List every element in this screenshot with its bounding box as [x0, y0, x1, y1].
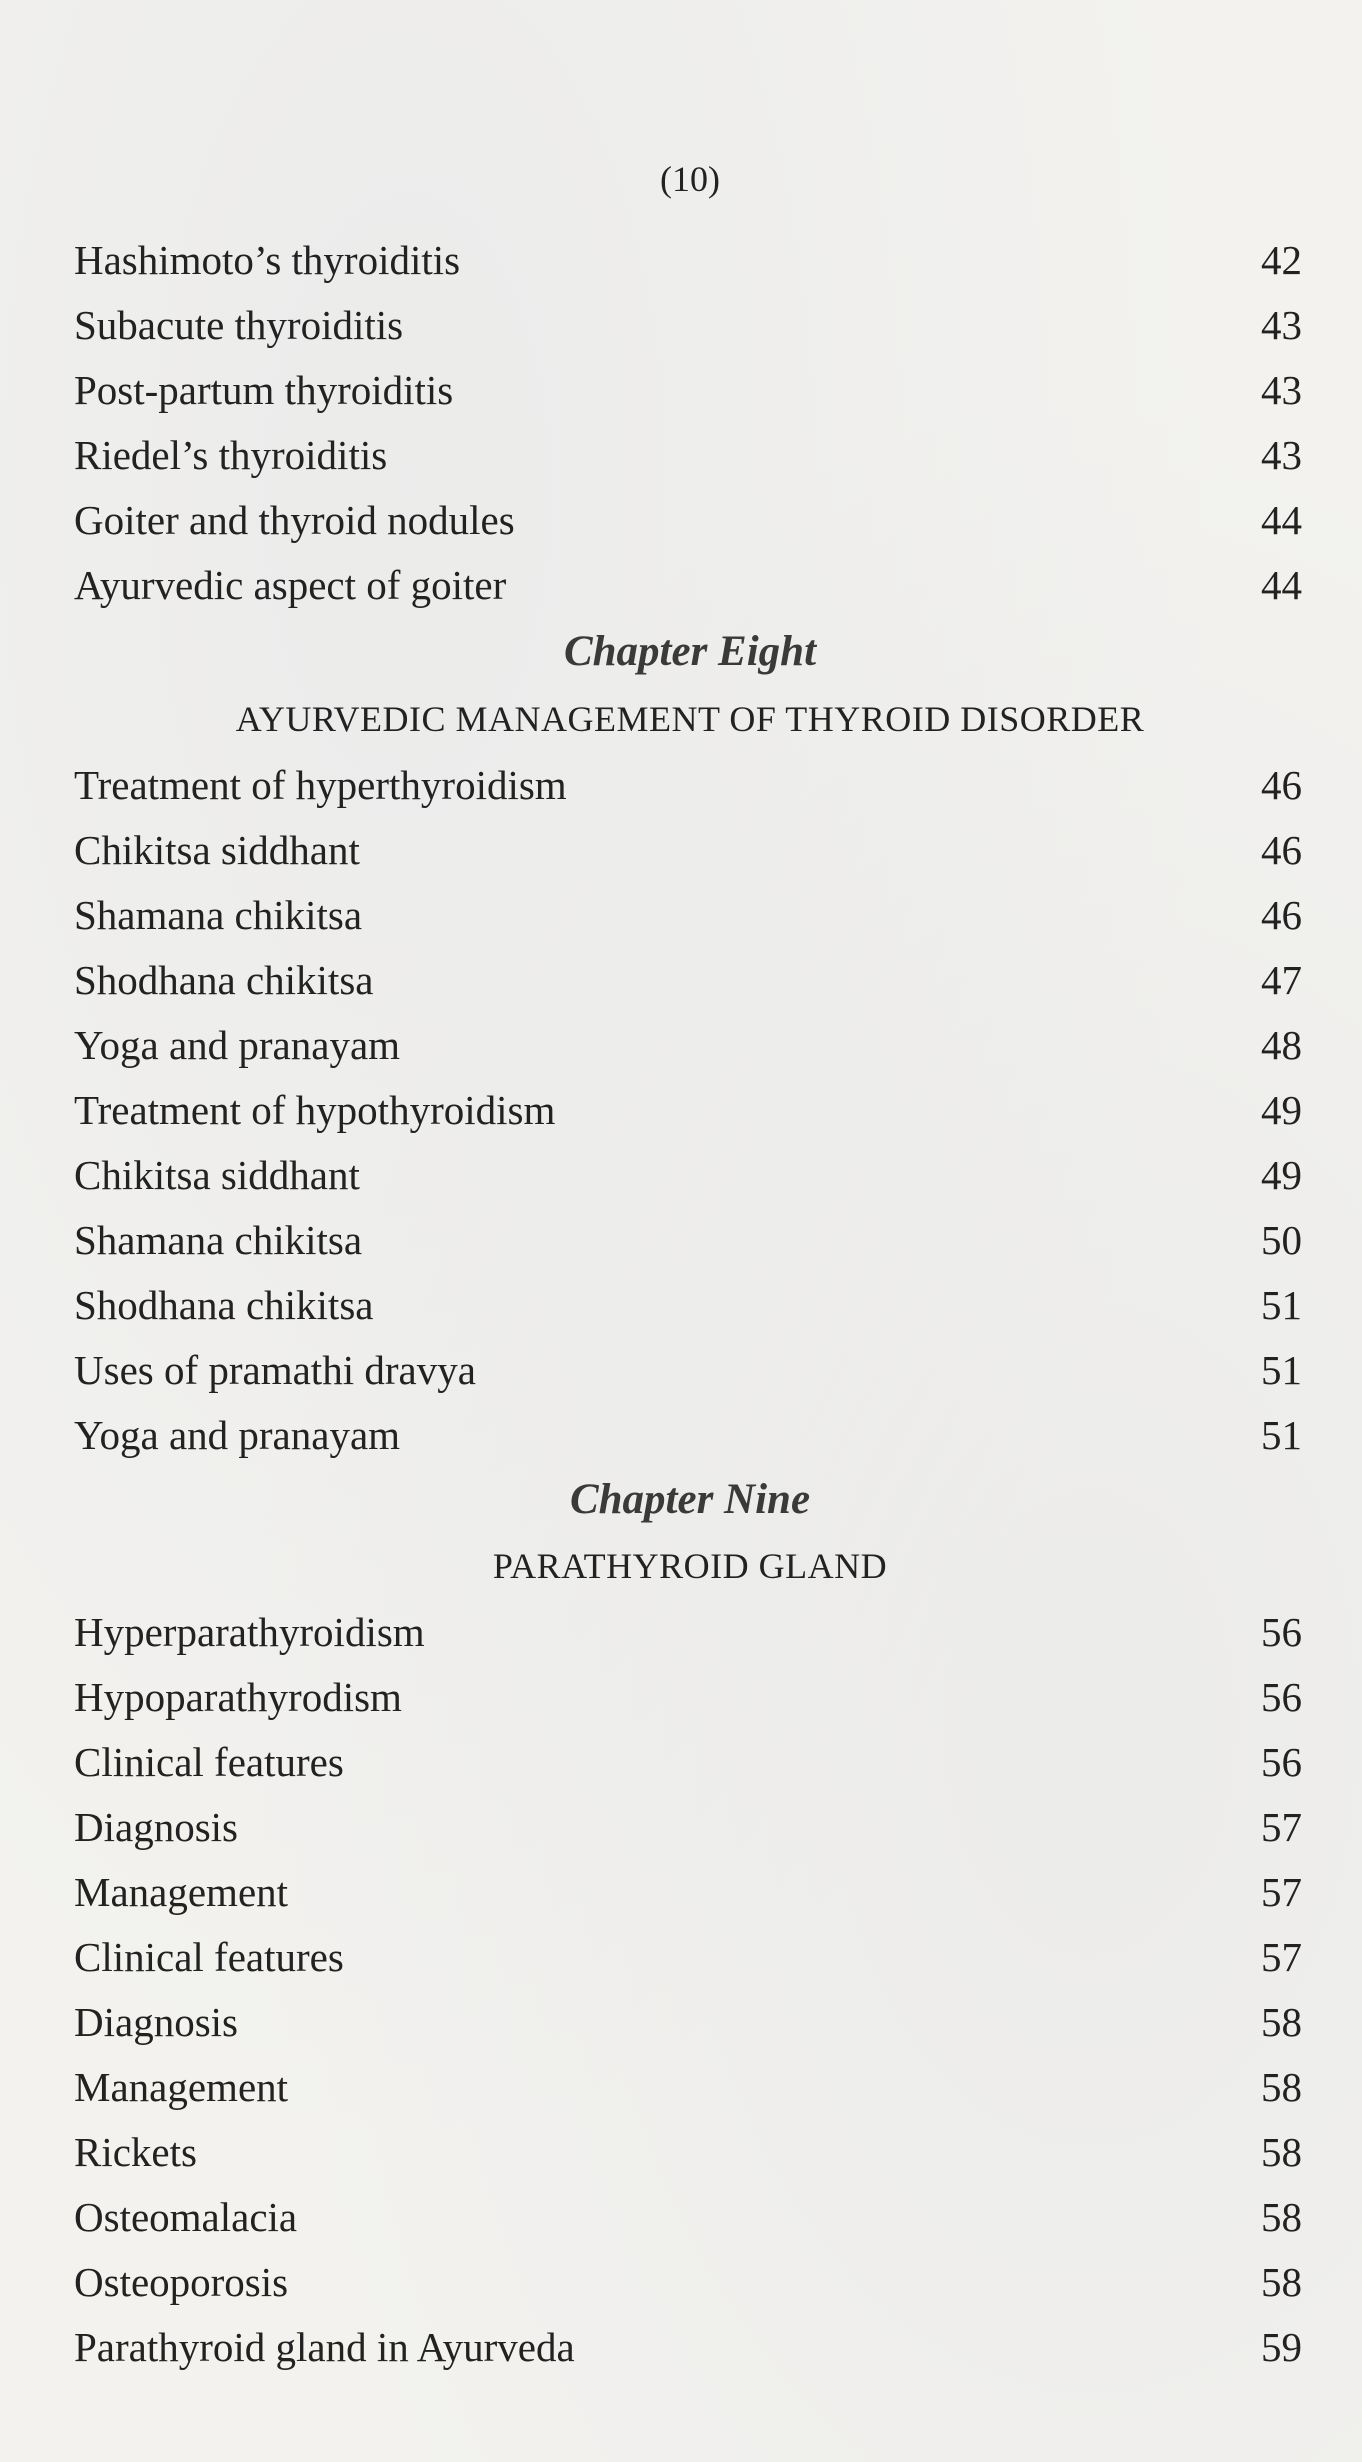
toc-entry-page: 59	[1261, 2324, 1302, 2370]
toc-entry	[74, 1927, 1302, 1987]
toc-entry	[74, 1015, 1302, 1075]
toc-entry-title: Shodhana chikitsa	[74, 1282, 374, 1328]
toc-entry-page: 42	[1261, 237, 1302, 283]
toc-entry-title: Hyperparathyroidism	[74, 1609, 425, 1655]
toc-entry	[74, 425, 1302, 485]
toc-entry	[74, 360, 1302, 420]
toc-entry-page: 51	[1261, 1412, 1302, 1458]
toc-entry-page: 56	[1261, 1674, 1302, 1720]
toc-entry-title: Parathyroid gland in Ayurveda	[74, 2324, 575, 2370]
toc-entry	[74, 1797, 1302, 1857]
toc-entry-title: Management	[74, 1869, 289, 1915]
toc-entry-page: 49	[1261, 1087, 1302, 1133]
toc-entry-title: Osteoporosis	[74, 2259, 289, 2305]
toc-entry-title: Diagnosis	[74, 1804, 238, 1850]
toc-entry	[74, 1667, 1302, 1727]
toc-entry	[74, 2122, 1302, 2182]
toc-entry-title: Clinical features	[74, 1934, 344, 1980]
toc-entry	[74, 1602, 1302, 1662]
toc-entry	[74, 2057, 1302, 2117]
toc-entry-page: 48	[1261, 1022, 1302, 1068]
toc-entry-title: Management	[74, 2064, 289, 2110]
page-number: (10)	[660, 159, 720, 199]
toc-entry-title: Shamana chikitsa	[74, 892, 363, 938]
toc-entry-title: Ayurvedic aspect of goiter	[74, 562, 507, 608]
toc-entry-page: 58	[1261, 2064, 1302, 2110]
toc-entry	[74, 2187, 1302, 2247]
toc-entry-page: 46	[1261, 892, 1302, 938]
toc-entry	[74, 1405, 1302, 1465]
toc-entry-page: 46	[1261, 827, 1302, 873]
toc-entry-title: Hashimoto’s thyroiditis	[74, 237, 461, 283]
toc-entry-page: 57	[1261, 1869, 1302, 1915]
toc-entry-page: 56	[1261, 1739, 1302, 1785]
toc-entry	[74, 2317, 1302, 2377]
toc-entry	[74, 820, 1302, 880]
toc-entry	[74, 950, 1302, 1010]
toc-entry	[74, 755, 1302, 815]
toc-entry	[74, 1732, 1302, 1792]
toc-entry-title: Treatment of hypothyroidism	[74, 1087, 556, 1133]
toc-entry-page: 56	[1261, 1609, 1302, 1655]
toc-entry-page: 51	[1261, 1347, 1302, 1393]
toc-entry	[74, 490, 1302, 550]
toc-entry-page: 51	[1261, 1282, 1302, 1328]
toc-entry-page: 43	[1261, 432, 1302, 478]
toc-entry-page: 44	[1261, 562, 1302, 608]
toc-entry-page: 57	[1261, 1934, 1302, 1980]
toc-entry-page: 43	[1261, 367, 1302, 413]
chapter-heading: Chapter Nine	[569, 1476, 811, 1523]
toc-entry-page: 58	[1261, 2129, 1302, 2175]
toc-entry-title: Chikitsa siddhant	[74, 1152, 360, 1198]
toc-entry-title: Post-partum thyroiditis	[74, 367, 454, 413]
toc-entry-page: 44	[1261, 497, 1302, 543]
toc-entry	[74, 1210, 1302, 1270]
toc-entry-page: 58	[1261, 2259, 1302, 2305]
toc-entry-page: 43	[1261, 302, 1302, 348]
toc-entry-page: 50	[1261, 1217, 1302, 1263]
toc-entry-page: 47	[1261, 957, 1302, 1003]
toc-entry-title: Subacute thyroiditis	[74, 302, 404, 348]
toc-entry-title: Rickets	[74, 2129, 197, 2175]
toc-entry-title: Clinical features	[74, 1739, 344, 1785]
chapter-title: PARATHYROID GLAND	[492, 1546, 888, 1586]
toc-entry	[74, 1862, 1302, 1922]
toc-entry-title: Yoga and pranayam	[74, 1022, 401, 1068]
toc-entry-title: Shamana chikitsa	[74, 1217, 363, 1263]
toc-entry	[74, 1080, 1302, 1140]
toc-entry	[74, 885, 1302, 945]
toc-entry-title: Hypoparathyrodism	[74, 1674, 402, 1720]
toc-entry-page: 46	[1261, 762, 1302, 808]
chapter-heading: Chapter Eight	[563, 628, 817, 675]
toc-entry	[74, 1992, 1302, 2052]
toc-entry-title: Diagnosis	[74, 1999, 238, 2045]
toc-entry-title: Yoga and pranayam	[74, 1412, 401, 1458]
chapter-title: AYURVEDIC MANAGEMENT OF THYROID DISORDER	[235, 699, 1145, 739]
toc-entry-title: Osteomalacia	[74, 2194, 298, 2240]
toc-entry	[74, 230, 1302, 290]
toc-entry-title: Uses of pramathi dravya	[74, 1347, 476, 1393]
toc-entry	[74, 1275, 1302, 1335]
toc-entry	[74, 555, 1302, 615]
toc-entry	[74, 1145, 1302, 1205]
toc-entry-page: 57	[1261, 1804, 1302, 1850]
toc-entry	[74, 295, 1302, 355]
toc-entry	[74, 1340, 1302, 1400]
toc-entry-title: Riedel’s thyroiditis	[74, 432, 388, 478]
toc-entry-title: Chikitsa siddhant	[74, 827, 360, 873]
toc-entry	[74, 2252, 1302, 2312]
toc-entry-title: Shodhana chikitsa	[74, 957, 374, 1003]
toc-entry-title: Treatment of hyperthyroidism	[74, 762, 567, 808]
toc-entry-page: 58	[1261, 1999, 1302, 2045]
toc-entry-page: 49	[1261, 1152, 1302, 1198]
toc-entry-page: 58	[1261, 2194, 1302, 2240]
toc-entry-title: Goiter and thyroid nodules	[74, 497, 515, 543]
